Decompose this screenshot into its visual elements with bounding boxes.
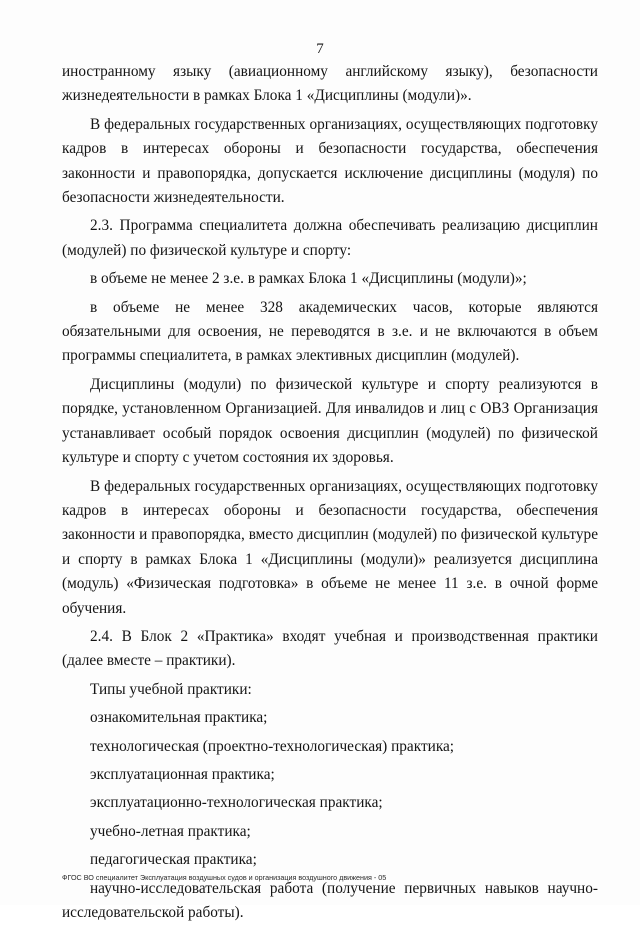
page-number: 7: [316, 41, 324, 57]
list-item-practice-type-research: научно-исследовательская работа (получение первичных навыков научно-исследовательской работы).: [62, 879, 598, 921]
list-item-practice-type: технологическая (проектно-технологическая) практика;: [90, 737, 455, 755]
paragraph-volume-328-hours: в объеме не менее 328 академических часов, которые являются обязательными для освоения, не переводятся в з.е. и не включаются в объем программы специалитета, в рамках элективных дисциплин (модулей).: [62, 298, 598, 365]
paragraph-disabled-order: Дисциплины (модули) по физической культуре и спорту реализуются в порядке, установленном Организацией. Для инвалидов и лиц с ОВЗ Организация устанавливает особый порядок освоения дисциплин (модулей) по физической культуре и спорту с учетом состояния их здоровья.: [62, 375, 598, 467]
list-item-practice-type: учебно-летная практика;: [90, 822, 251, 840]
list-item-practice-type: педагогическая практика;: [90, 851, 257, 869]
list-item-practice-type: эксплуатационно-технологическая практика;: [90, 794, 383, 812]
paragraph-continuation: иностранному языку (авиационному английскому языку), безопасности жизнедеятельности в рамках Блока 1 «Дисциплины (модули)».: [62, 63, 598, 105]
paragraph-federal-organizations-bzh: В федеральных государственных организациях, осуществляющих подготовку кадров в интересах обороны и безопасности государства, обеспечения законности и правопорядка, допускается исключение дисциплины (модуля) по безопасности жизнедеятельности.: [62, 115, 598, 207]
paragraph-practice-types-heading: Типы учебной практики:: [90, 680, 252, 698]
document-body: [62, 60, 598, 925]
page-footer: ФГОС ВО специалитет Эксплуатация воздушных судов и организация воздушного движения - 05: [62, 873, 387, 882]
list-item-practice-type: ознакомительная практика;: [90, 709, 268, 727]
list-item-practice-type: эксплуатационная практика;: [90, 765, 275, 783]
paragraph-section-2-3: 2.3. Программа специалитета должна обеспечивать реализацию дисциплин (модулей) по физической культуре и спорту:: [62, 217, 598, 259]
paragraph-section-2-4: 2.4. В Блок 2 «Практика» входят учебная и производственная практики (далее вместе – практики).: [62, 627, 598, 670]
paragraph-physical-training: В федеральных государственных организациях, осуществляющих подготовку кадров в интересах обороны и безопасности государства, обеспечения законности и правопорядка, вместо дисциплин (модулей) по физической культуре и спорту в рамках Блока 1 «Дисциплины (модули)» реализуется дисциплина (модуль) «Физическая подготовка» в объеме не менее 11 з.е. в очной форме обучения.: [62, 477, 598, 617]
paragraph-volume-2-ze: в объеме не менее 2 з.е. в рамках Блока 1 «Дисциплины (модули)»;: [90, 270, 527, 288]
